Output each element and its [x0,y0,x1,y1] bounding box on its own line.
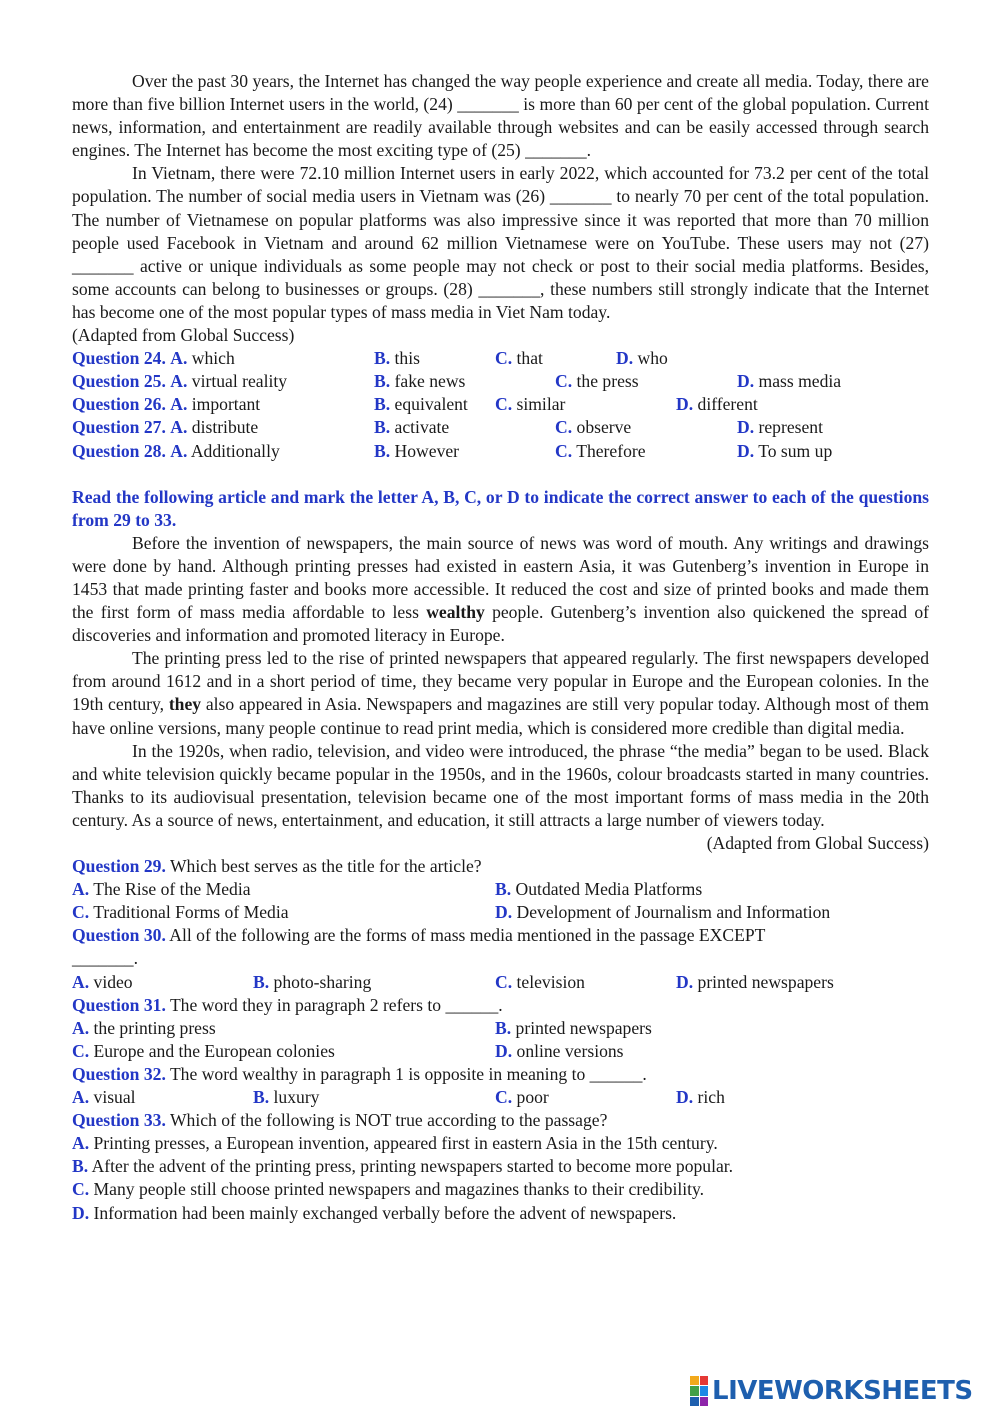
option-c-text: Therefore [576,440,646,461]
option-b[interactable]: B. [72,1156,89,1177]
option-a-text: distribute [191,417,259,438]
question-number: Question 27. [72,417,166,438]
option-a-text: Additionally [190,440,280,461]
option-c[interactable]: C. [495,348,513,369]
liveworksheets-logo-icon [690,1376,708,1406]
option-a-text: important [191,394,261,415]
option-a[interactable]: A. [170,417,188,438]
option-c[interactable]: C. [555,440,573,461]
option-d[interactable]: D. [737,440,755,461]
option-c-text: similar [516,394,566,415]
question-number: Question 28. [72,440,166,461]
question-number: Question 26. [72,394,166,415]
option-a[interactable]: A. [72,1133,90,1154]
option-a[interactable]: A. [170,440,188,461]
option-c-text: Traditional Forms of Media [93,902,289,923]
option-c[interactable]: C. [555,417,573,438]
question-33-option-d [72,1202,929,1225]
passage1-paragraph-2: In Vietnam, there were 72.10 million Internet users in early 2022, which accounted for 73.2 per cent of the total population. The number of social media users in Vietnam was (26) _______ to nearly 70 per cent of the total population. The number of Vietnamese on popular platforms was also impressive since it was reported that more than 70 million people used Facebook in Vietnam and around 62 million Vietnamese were on YouTube. These users may not (27) _______ active or unique individuals as some people may not check or post to their social media platforms. Besides, some accounts can belong to businesses or groups. (28) _______, these numbers still strongly indicate that the Internet has become one of the most popular types of mass media in Viet Nam today. [72,163,929,322]
option-d[interactable]: D. [676,394,694,415]
passage2-paragraph-3: In the 1920s, when radio, television, and video were introduced, the phrase “the media” began to be used. Black and white television quickly became popular in the 1950s, and in the 1960s, colour broadcasts started in many countries. Thanks to its audiovisual presentation, television became one of the most important forms of mass media in the 20th century. As a source of news, entertainment, and education, it still attracts a large number of viewers today. [72,740,929,830]
option-d[interactable]: D. [72,1202,90,1223]
option-d[interactable]: D. [495,902,513,923]
question-30-options [72,971,929,994]
option-a-text: the printing press [93,1017,216,1038]
option-c[interactable]: C. [495,1087,513,1108]
option-d-text: Information had been mainly exchanged verbally before the advent of newspapers. [93,1202,677,1223]
question-32-stem: Question 32. The word wealthy in paragraph 1 is opposite in meaning to ______. [72,1063,647,1084]
option-b-text: this [394,348,420,369]
option-c[interactable]: C. [495,394,513,415]
option-d-text: online versions [516,1040,624,1061]
option-b-text: Outdated Media Platforms [515,879,703,900]
question-number: Question 24. [72,348,166,369]
highlighted-word-wealthy: wealthy [426,602,485,623]
option-d-text: different [697,394,758,415]
option-a-text: video [93,971,133,992]
option-d-text: who [637,348,668,369]
question-number: Question 25. [72,371,166,392]
question-31-options-row-1 [72,1017,929,1040]
option-c-text: television [516,971,585,992]
option-b-text: However [394,440,460,461]
question-24 [72,347,929,370]
question-29-options-row-2 [72,901,929,924]
passage1-source: (Adapted from Global Success) [72,325,295,346]
option-a-text: visual [93,1087,136,1108]
option-d[interactable]: D. [737,371,755,392]
question-31-options-row-2 [72,1040,929,1063]
option-d-text: To sum up [758,440,833,461]
option-a-text: virtual reality [191,371,288,392]
option-d[interactable]: D. [676,1087,694,1108]
question-30-blank: _______. [72,948,138,969]
option-b[interactable]: B. [374,371,391,392]
option-b[interactable]: B. [253,1087,270,1108]
option-b-text: fake news [394,371,466,392]
option-c-text: Many people still choose printed newspapers and magazines thanks to their credibility. [93,1179,705,1200]
option-b[interactable]: B. [374,417,391,438]
option-a-text: which [191,348,235,369]
highlighted-word-they: they [168,694,202,715]
option-c[interactable]: C. [72,1040,90,1061]
question-32-options [72,1086,929,1109]
option-b-text: photo-sharing [273,971,372,992]
option-d[interactable]: D. [616,348,634,369]
question-33-option-b [72,1155,929,1178]
option-c-text: that [516,348,543,369]
question-25 [72,370,929,393]
option-b[interactable]: B. [374,348,391,369]
option-a[interactable]: A. [170,348,188,369]
option-a[interactable]: A. [170,394,188,415]
option-b[interactable]: B. [495,879,512,900]
option-d-text: represent [758,417,823,438]
option-b-text: equivalent [394,394,468,415]
question-30-stem: Question 30. All of the following are the forms of mass media mentioned in the passage EXCEPT [72,925,766,946]
option-d-text: printed newspapers [697,971,834,992]
passage1-paragraph-1: Over the past 30 years, the Internet has changed the way people experience and create all media. Today, there are more than five billion Internet users in the world, (24) _______ is more than 60 per cent of the global population. Current news, information, and entertainment are readily available through websites and can be easily accessed through search engines. The Internet has become the most exciting type of (25) _______. [72,71,929,161]
option-c-text: observe [576,417,632,438]
option-d[interactable]: D. [676,971,694,992]
liveworksheets-wordmark: LIVEWORKSHEETS [712,1376,973,1406]
passage2-paragraph-2: The printing press led to the rise of printed newspapers that appeared regularly. The first newspapers developed from around 1612 and in a short period of time, they became very popular in Europe and the European colonies. In the 19th century, they also appeared in Asia. Newspapers and magazines are still very popular today. Although most of them have online versions, many people continue to read print media, which is considered more credible than digital media. [72,648,929,738]
option-a[interactable]: A. [72,1087,90,1108]
option-c-text: poor [516,1087,549,1108]
worksheet-page [72,70,929,1225]
option-b[interactable]: B. [495,1017,512,1038]
option-c[interactable]: C. [495,971,513,992]
question-29-options-row-1 [72,878,929,901]
question-29-stem: Question 29. Which best serves as the title for the article? [72,856,482,877]
option-c[interactable]: C. [72,1179,90,1200]
option-d-text: mass media [758,371,842,392]
question-33-option-c [72,1178,929,1201]
option-b-text: After the advent of the printing press, printing newspapers started to become more popular. [91,1156,734,1177]
option-b[interactable]: B. [253,971,270,992]
option-c[interactable]: C. [72,902,90,923]
option-a-text: Printing presses, a European invention, appeared first in eastern Asia in the 15th century. [93,1133,718,1154]
option-c-text: Europe and the European colonies [93,1040,335,1061]
option-d[interactable]: D. [495,1040,513,1061]
option-a-text: The Rise of the Media [93,879,251,900]
option-a[interactable]: A. [72,879,90,900]
question-27 [72,416,929,439]
option-b[interactable]: B. [374,440,391,461]
option-b-text: printed newspapers [515,1017,652,1038]
liveworksheets-logo [690,1374,973,1408]
option-b[interactable]: B. [374,394,391,415]
option-a[interactable]: A. [72,971,90,992]
option-c[interactable]: C. [555,371,573,392]
option-a[interactable]: A. [72,1017,90,1038]
option-b-text: luxury [273,1087,320,1108]
question-31-stem: Question 31. The word they in paragraph 2 refers to ______. [72,994,503,1015]
option-d-text: Development of Journalism and Information [516,902,831,923]
passage2-source: (Adapted from Global Success) [706,833,929,853]
passage2-paragraph-1: Before the invention of newspapers, the main source of news was word of mouth. Any writings and drawings were done by hand. Although printing presses had existed in eastern Asia, it was Gutenberg’s invention in Europe in 1453 that made printing faster and books more accessible. It reduced the cost and size of printed books and made them the first form of mass media affordable to less wealthy people. Gutenberg’s invention also quickened the spread of discoveries and information and promoted literacy in Europe. [72,532,929,646]
question-33-option-a [72,1132,929,1155]
question-28 [72,440,929,463]
option-d[interactable]: D. [737,417,755,438]
option-d-text: rich [697,1087,725,1108]
reading-instruction: Read the following article and mark the letter A, B, C, or D to indicate the correct answer to each of the questions from 29 to 33. [72,486,929,530]
option-a[interactable]: A. [170,371,188,392]
option-c-text: the press [576,371,639,392]
question-33-stem: Question 33. Which of the following is NOT true according to the passage? [72,1110,608,1131]
option-b-text: activate [394,417,450,438]
question-26 [72,393,929,416]
